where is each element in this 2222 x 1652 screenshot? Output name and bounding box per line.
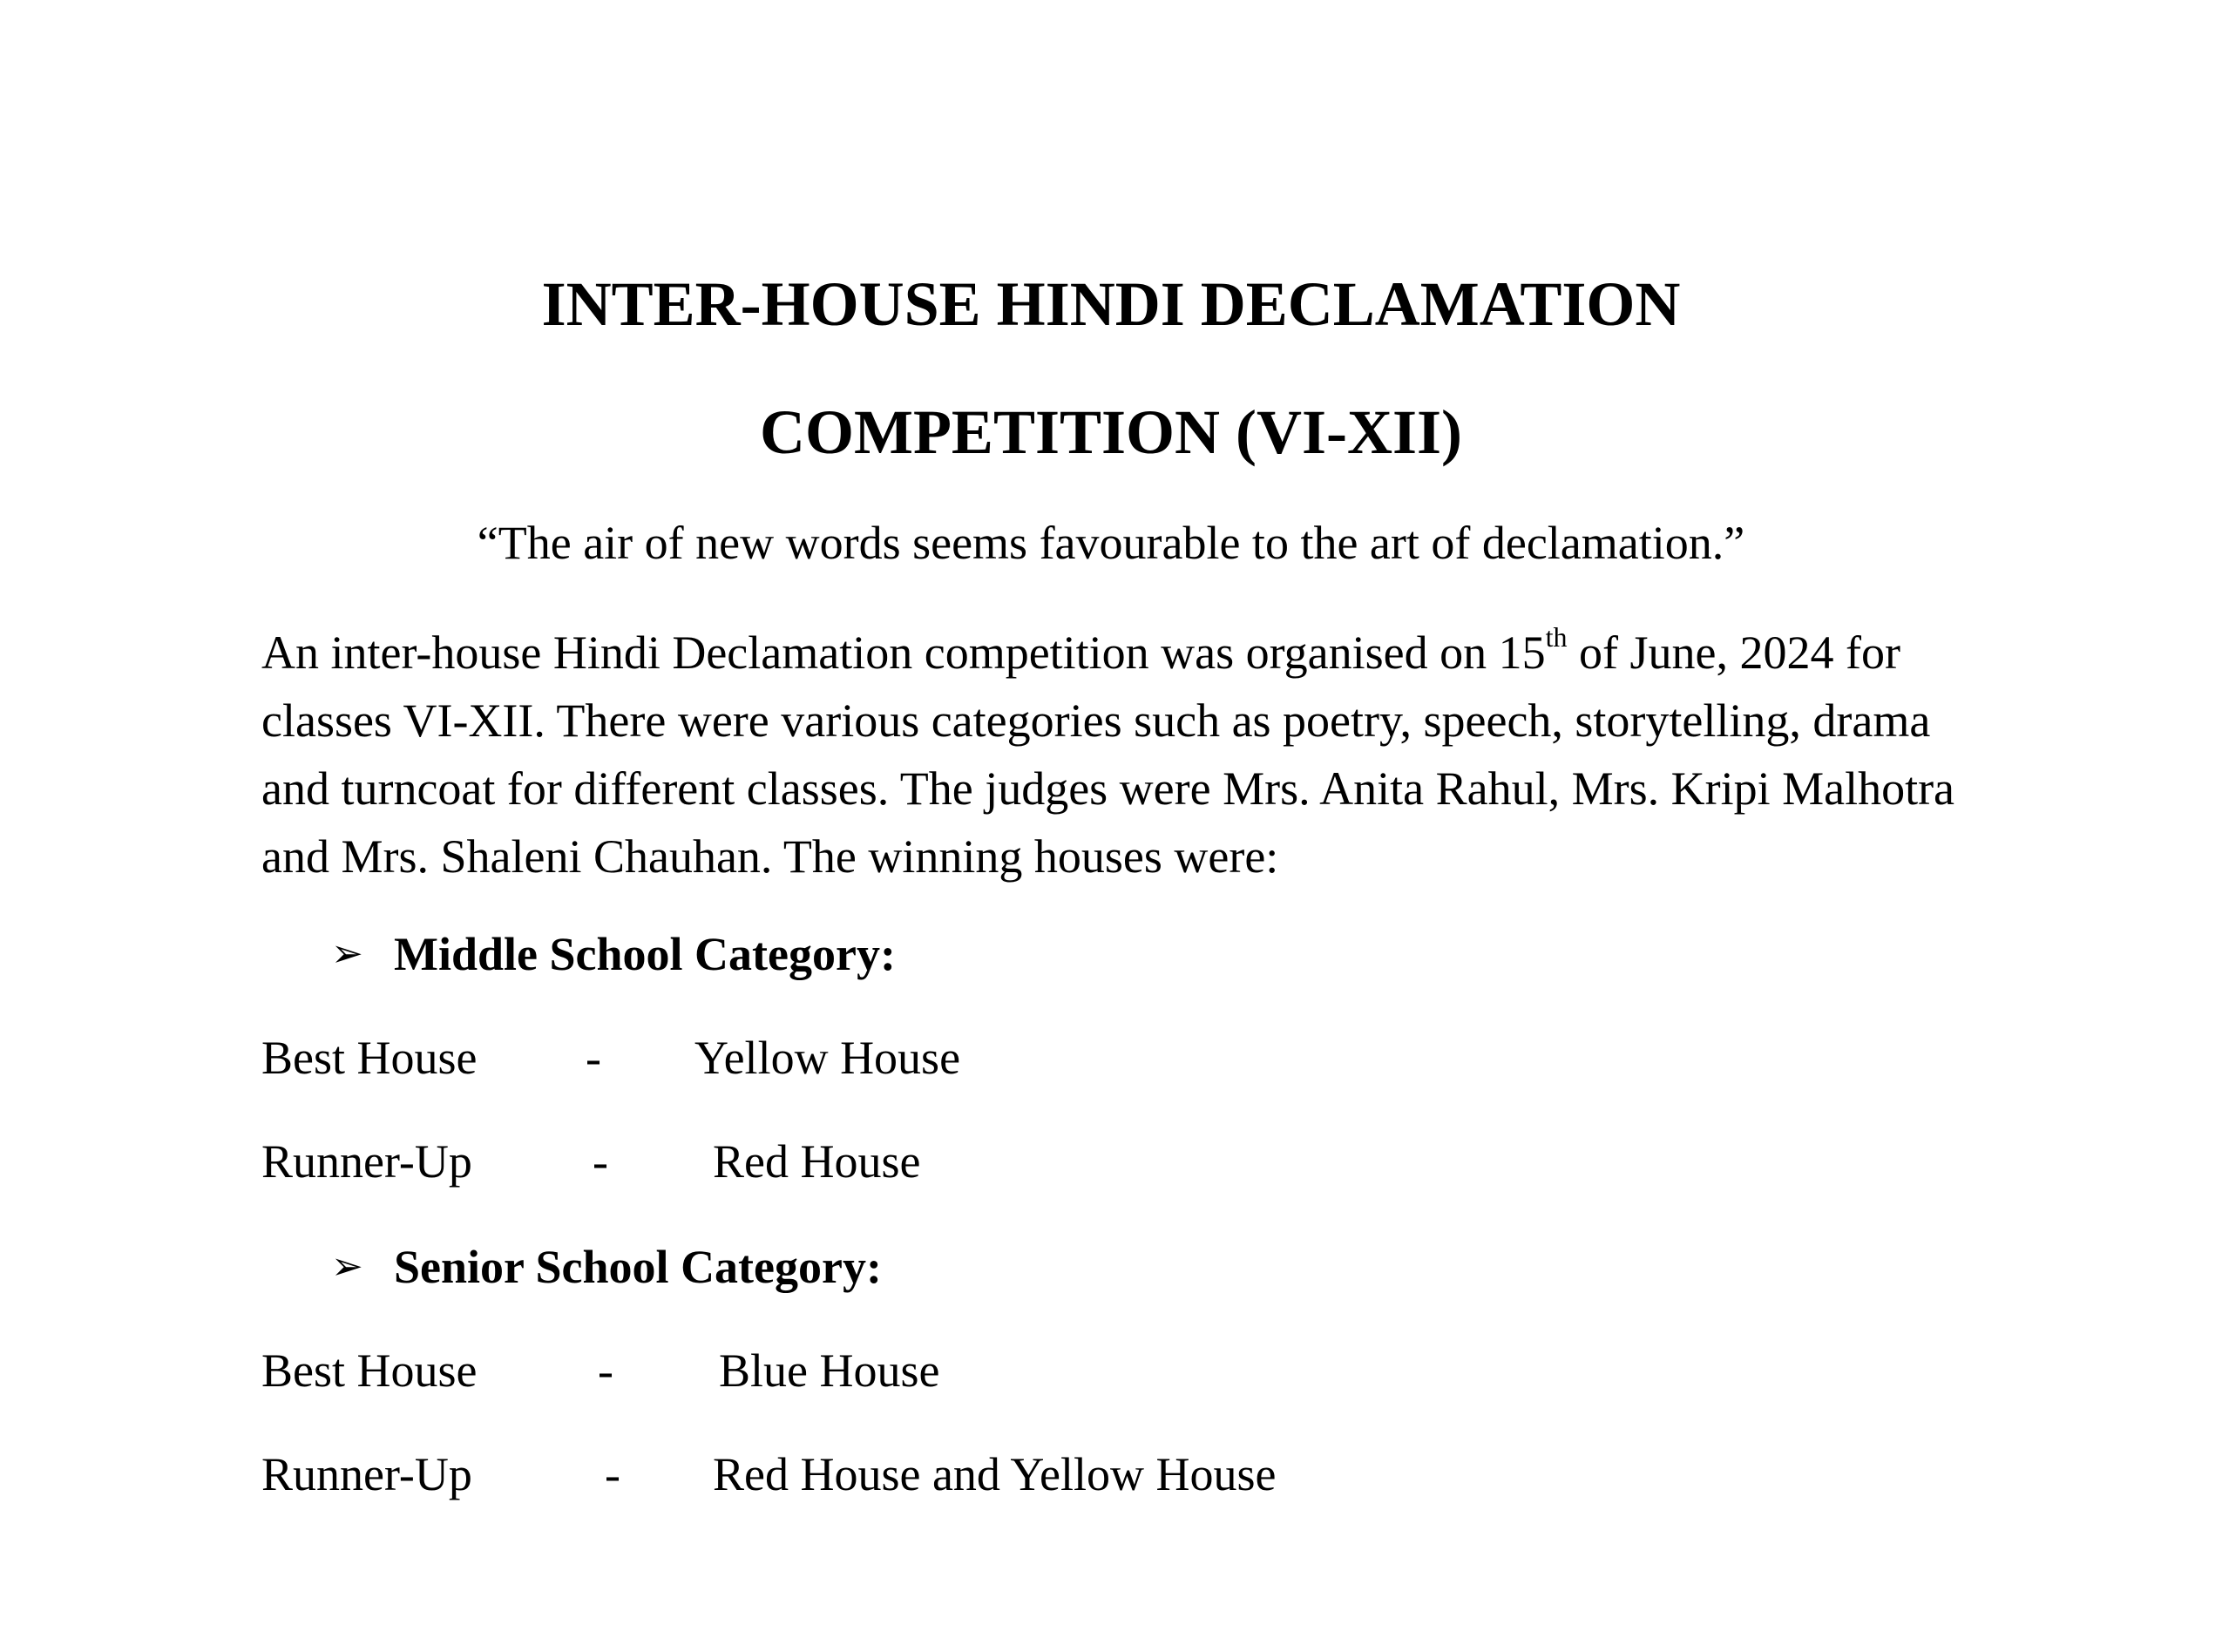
result-separator: - — [605, 1448, 620, 1500]
quote: “The air of new words seems favourable to the art of declamation.” — [477, 517, 1745, 569]
category-heading-text: Middle School Category: — [394, 928, 896, 980]
body-paragraph — [261, 619, 2004, 890]
result-separator: - — [593, 1135, 608, 1188]
ordinal-suffix: th — [1545, 621, 1568, 653]
result-row — [261, 1135, 1830, 1190]
senior-school-category-heading — [331, 1241, 882, 1293]
result-value: Red House and Yellow House — [713, 1448, 1277, 1500]
category-heading-text: Senior School Category: — [394, 1241, 882, 1293]
result-label: Runner-Up — [261, 1448, 472, 1500]
result-label: Runner-Up — [261, 1135, 472, 1188]
result-row — [261, 1448, 1830, 1503]
result-label: Best House — [261, 1032, 478, 1084]
result-row — [261, 1344, 1830, 1399]
middle-school-category-heading — [331, 928, 896, 980]
title-line-2: COMPETITION (VI-XII) — [759, 397, 1463, 467]
arrow-bullet-icon: ➢ — [331, 932, 363, 975]
result-row — [261, 1034, 1830, 1087]
arrow-bullet-icon: ➢ — [331, 1245, 363, 1288]
paragraph-text-end: of June, 2024 for classes VI-XII. There were various categories such as poetry, speech, storytelling, drama and turncoat for different classes. The judges were Mrs. Anita Rahul, Mrs. Kripi Malhotra and Mrs. Shaleni Chauhan. The winning houses were: — [261, 626, 1955, 883]
result-value: Red House — [713, 1135, 921, 1188]
result-value: Blue House — [719, 1344, 940, 1397]
result-value: Yellow House — [694, 1032, 961, 1084]
title-line-1: INTER-HOUSE HINDI DECLAMATION — [541, 269, 1681, 339]
result-separator: - — [586, 1032, 601, 1084]
result-label: Best House — [261, 1344, 478, 1397]
paragraph-text-start: An inter-house Hindi Declamation competition was organised on 15 — [261, 626, 1546, 679]
result-separator: - — [598, 1344, 613, 1397]
